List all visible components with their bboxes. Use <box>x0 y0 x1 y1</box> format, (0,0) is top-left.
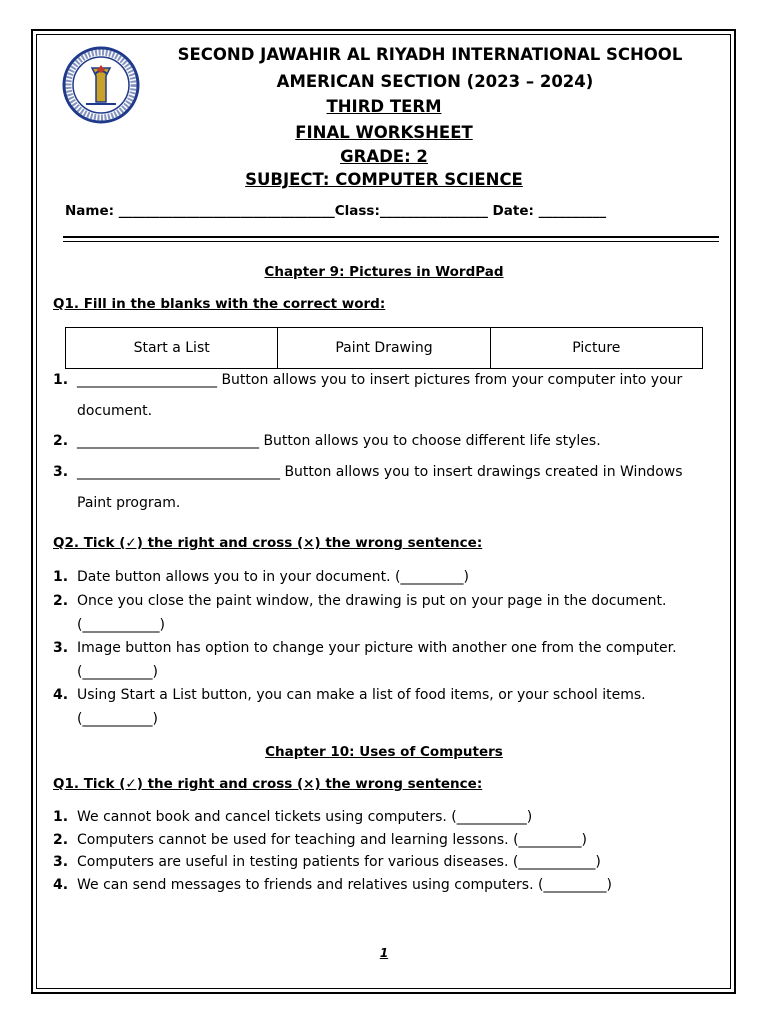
grade-title <box>0 147 768 167</box>
header-divider-thin <box>63 241 719 242</box>
item-text: _____________________________ Button allows you to insert drawings created in Windows Paint program. <box>77 464 683 511</box>
item-text: Computers are useful in testing patients for various diseases. (___________) <box>77 854 601 870</box>
school-name: SECOND JAWAHIR AL RIYADH INTERNATIONAL SCHOOL <box>177 45 683 64</box>
header-divider-thick <box>63 236 719 238</box>
term-text: THIRD TERM <box>326 97 442 116</box>
item-number: 3. <box>53 640 69 656</box>
ch9-q1-heading: Q1. Fill in the blanks with the correct word: <box>53 296 386 312</box>
item-number: 1. <box>53 569 69 585</box>
word-bank <box>65 327 703 369</box>
student-info-line[interactable]: Name: ________________________________Class:________________ Date: __________ <box>65 203 607 219</box>
item-text: Computers cannot be used for teaching and learning lessons. (_________) <box>77 832 587 848</box>
item-number: 1. <box>53 372 69 388</box>
subject-title <box>0 170 768 190</box>
item-text: Date button allows you to in your document. (_________) <box>77 569 469 585</box>
item-text: Using Start a List button, you can make a list of food items, or your school items. (__________) <box>77 687 646 727</box>
ch9-q2-heading: Q2. Tick (✓) the right and cross (×) the wrong sentence: <box>53 535 483 551</box>
ch10-q1-heading: Q1. Tick (✓) the right and cross (×) the wrong sentence: <box>53 776 483 792</box>
item-number: 4. <box>53 687 69 703</box>
item-text: Image button has option to change your picture with another one from the computer. (__________) <box>77 640 677 680</box>
item-text: We can send messages to friends and relatives using computers. (_________) <box>77 877 612 893</box>
item-number: 3. <box>53 464 69 480</box>
grade-text: GRADE: 2 <box>340 147 428 166</box>
item-number: 2. <box>53 433 69 449</box>
word-bank-item: Picture <box>490 328 702 369</box>
chapter9-title: Chapter 9: Pictures in WordPad <box>264 264 504 280</box>
item-text: ____________________ Button allows you to insert pictures from your computer into your document. <box>77 372 683 419</box>
word-bank-item: Paint Drawing <box>278 328 490 369</box>
item-number: 2. <box>53 832 69 848</box>
word-bank-item: Start a List <box>66 328 278 369</box>
item-number: 4. <box>53 877 69 893</box>
page-number: 1 <box>379 946 389 960</box>
subject-text: SUBJECT: COMPUTER SCIENCE <box>245 170 523 189</box>
term-title <box>0 97 768 117</box>
item-number: 1. <box>53 809 69 825</box>
item-text: Once you close the paint window, the drawing is put on your page in the document. (___________) <box>77 593 667 633</box>
item-text: __________________________ Button allows you to choose different life styles. <box>77 433 601 449</box>
item-text: We cannot book and cancel tickets using computers. (__________) <box>77 809 533 825</box>
worksheet-text: FINAL WORKSHEET <box>295 123 473 142</box>
chapter10-title: Chapter 10: Uses of Computers <box>265 744 503 760</box>
item-number: 3. <box>53 854 69 870</box>
worksheet-title <box>0 123 768 143</box>
item-number: 2. <box>53 593 69 609</box>
section-title: AMERICAN SECTION (2023 – 2024) <box>276 72 594 91</box>
